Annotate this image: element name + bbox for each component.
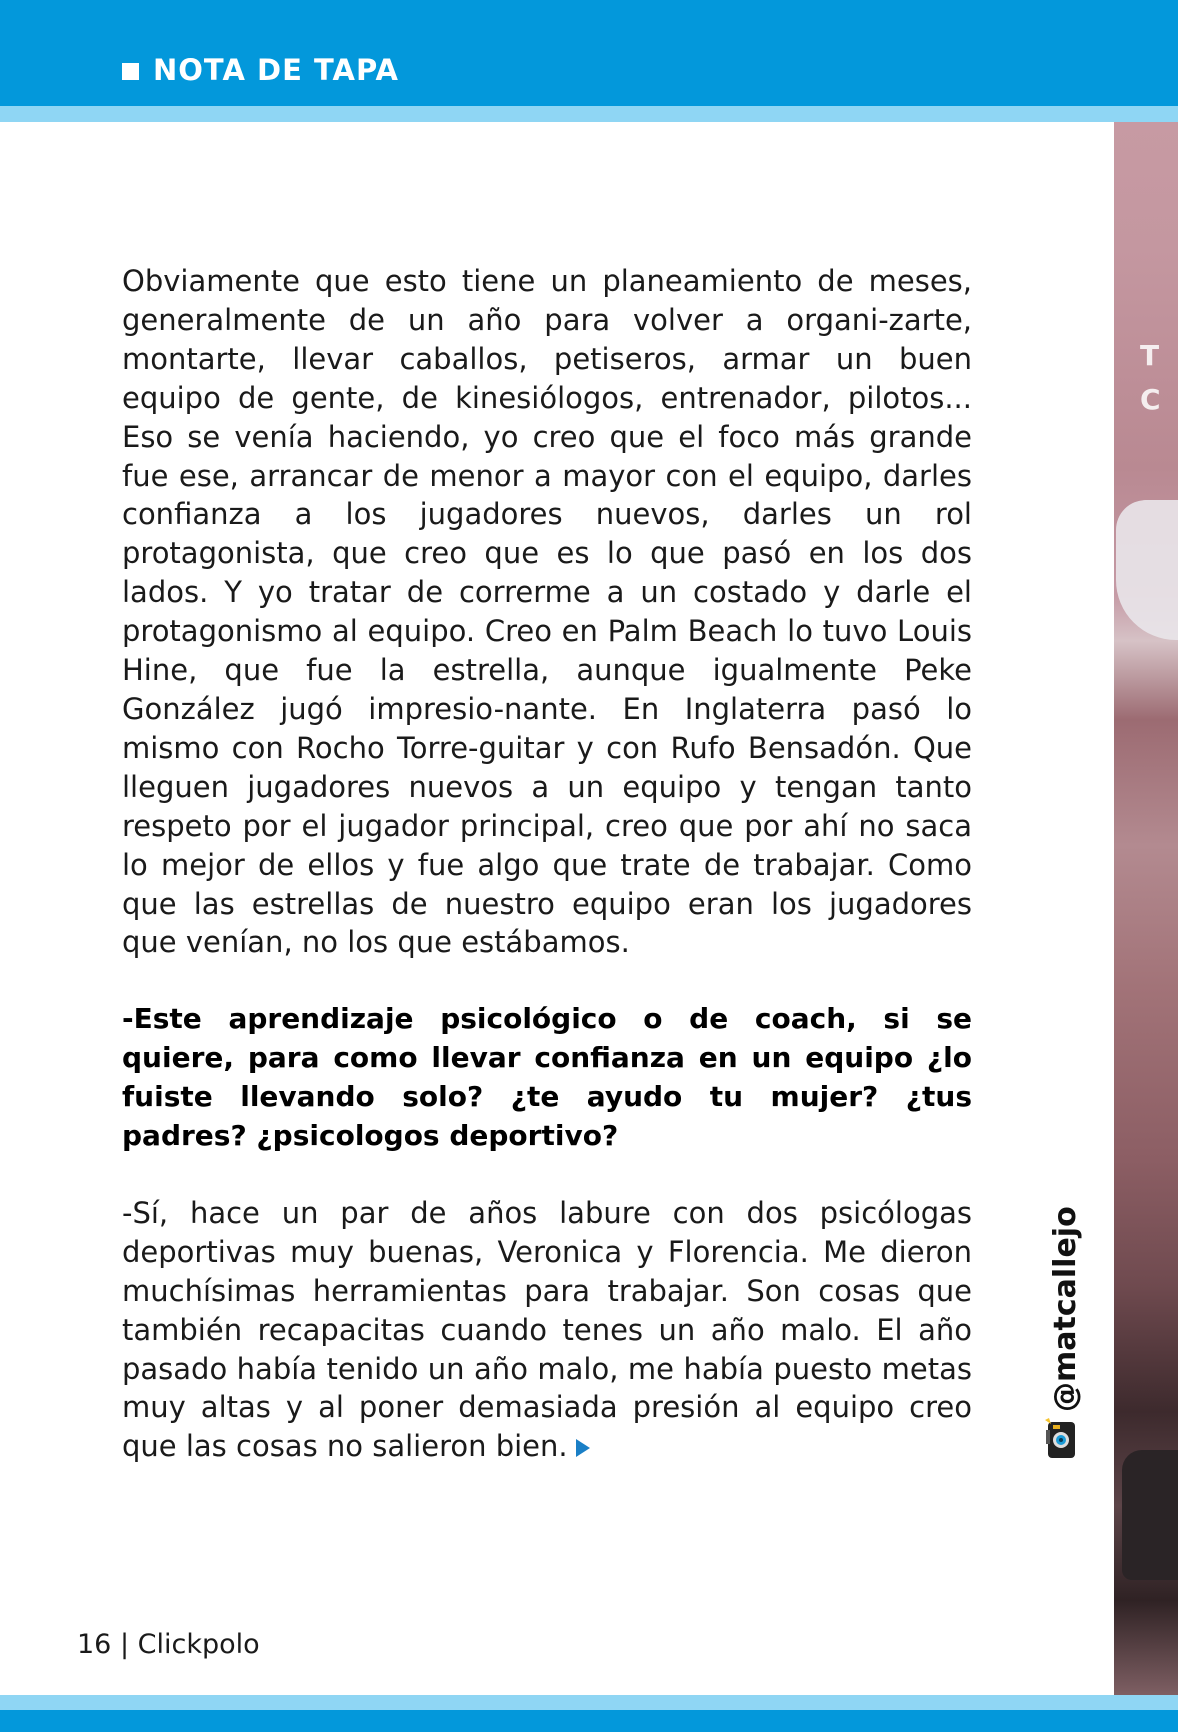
interview-question: -Este aprendizaje psicológico o de coach, si se quiere, para como llevar confianza en un equipo ¿lo fuiste llevando solo? ¿te ayudo tu mujer? ¿tus padres? ¿psicologos deportivo? bbox=[122, 1002, 972, 1153]
photo-credit-handle: @matcallejo bbox=[1048, 1206, 1083, 1412]
interview-answer-text: -Sí, hace un par de años labure con dos psicólogas deportivas muy buenas, Veronica y Florencia. Me dieron muchísimas herramientas para trabajar. Son cosas que también recapacitas cuando tenes un año malo. El año pasado había tenido un año malo, me había puesto metas muy altas y al poner demasiada presión al equipo creo que las cosas no salieron bien. bbox=[122, 1195, 972, 1464]
article-body bbox=[122, 262, 972, 1466]
footer-bar bbox=[0, 1710, 1178, 1732]
photo-letter: C bbox=[1140, 383, 1161, 416]
header-accent-stripe bbox=[0, 106, 1178, 122]
continue-arrow-icon bbox=[576, 1439, 590, 1457]
interview-answer bbox=[122, 1194, 972, 1466]
photo-background-letters bbox=[1140, 334, 1178, 422]
article-paragraph: Obviamente que esto tiene un planeamiento de meses, generalmente de un año para volver a organi-zarte, montarte, llevar caballos, petiseros, armar un buen equipo de gente, de kinesiólogos, entrenador, pilotos... Eso se venía haciendo, yo creo que el foco más grande fue ese, arrancar de menor a mayor con el equipo, darles confianza a los jugadores nuevos, darles un rol protagonista, que creo que es lo que pasó en los dos lados. Y yo tratar de correrme a un costado y darle el protagonismo al equipo. Creo en Palm Beach lo tuvo Louis Hine, que fue la estrella, aunque igualmente Peke González jugó impresio-nante. En Inglaterra pasó lo mismo con Rocho Torre-guitar y con Rufo Bensadón. Que lleguen jugadores nuevos a un equipo y tengan tanto respeto por el jugador principal, creo que por ahí no saca lo mejor de ellos y fue algo que trate de trabajar. Como que las estrellas de nuestro equipo eran los jugadores que venían, no los que estábamos. bbox=[122, 264, 972, 960]
camera-icon bbox=[1043, 1418, 1079, 1460]
photo-letter: T bbox=[1140, 339, 1160, 372]
section-label: NOTA DE TAPA bbox=[153, 53, 399, 87]
photo-trophy bbox=[1122, 1450, 1178, 1580]
page-folio: 16 | Clickpolo bbox=[77, 1629, 260, 1660]
section-square-icon bbox=[122, 63, 139, 80]
footer-accent-stripe bbox=[0, 1695, 1178, 1710]
